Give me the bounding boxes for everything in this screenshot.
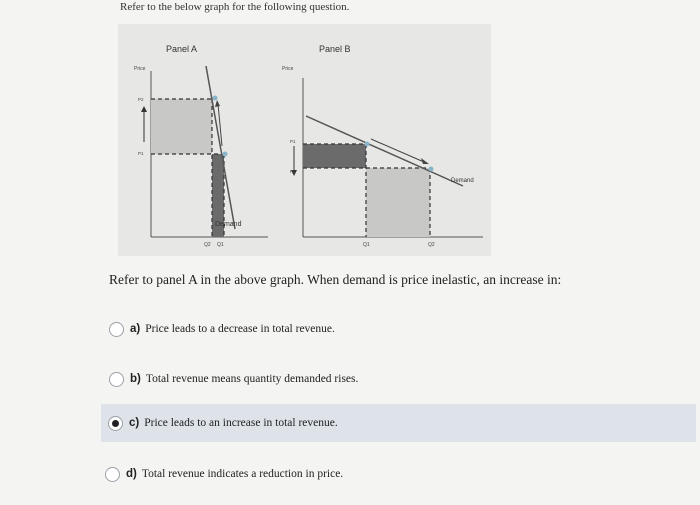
panel-b-move-arrow-head [421,158,429,164]
option-c[interactable] [101,404,696,442]
panel-a-point-p1 [223,152,228,157]
panel-b-q2-label: Q2 [428,242,435,248]
panel-b-q1-label: Q1 [363,242,370,248]
panel-b-move-arrow [371,139,424,162]
radio-selected-icon[interactable] [108,416,123,431]
intro-text: Refer to the below graph for the following question. [120,1,350,13]
panel-a-revenue-gain-rect [151,99,212,154]
option-letter: d) [126,468,137,480]
panel-b-point-p1 [365,142,370,147]
panel-b-revenue-gain-rect [366,168,430,237]
option-label: Total revenue means quantity demanded rises. [145,373,359,385]
panel-b-point-p2 [429,167,434,172]
radio-dot-icon [112,420,119,427]
option-label: Price leads to a decrease in total revenue. [145,323,335,335]
panel-a-q2-label: Q2 [204,242,211,248]
panel-b-p1-label: P1 [290,139,296,144]
panel-b-title: Panel B [319,44,351,54]
question-text: Refer to panel A in the above graph. When demand is price inelastic, an increase in: [109,272,562,287]
option-d[interactable] [105,461,375,487]
option-label: Total revenue indicates a reduction in price. [141,468,344,480]
panel-b-p2-label: P2 [290,169,296,174]
panel-a-move-arrow-head [215,100,220,107]
panel-a-point-p2 [213,96,218,101]
panels-graph [118,24,491,256]
radio-icon[interactable] [105,467,120,482]
panel-a-p2-label: P2 [138,97,144,102]
panel-a-title: Panel A [166,44,198,54]
panel-a-p1-label: P1 [138,151,144,156]
panel-a-demand-label: Demand [215,221,242,228]
option-label: Price leads to an increase in total revenue. [144,417,338,429]
panel-b-revenue-loss-rect [303,144,366,168]
option-letter: a) [130,323,141,335]
panel-a-q1-label: Q1 [217,242,224,248]
panel-b-demand-label: Demand [451,178,474,184]
option-a[interactable] [109,316,369,342]
question-figure [118,24,491,256]
radio-icon[interactable] [109,372,124,387]
option-b[interactable] [109,366,389,392]
option-letter: c) [129,417,140,429]
panel-a-y-label: Price [134,66,146,72]
radio-icon[interactable] [109,322,124,337]
option-letter: b) [130,373,141,385]
panel-b-y-label: Price [282,66,294,72]
panel-a-price-arrow-head [141,106,147,112]
